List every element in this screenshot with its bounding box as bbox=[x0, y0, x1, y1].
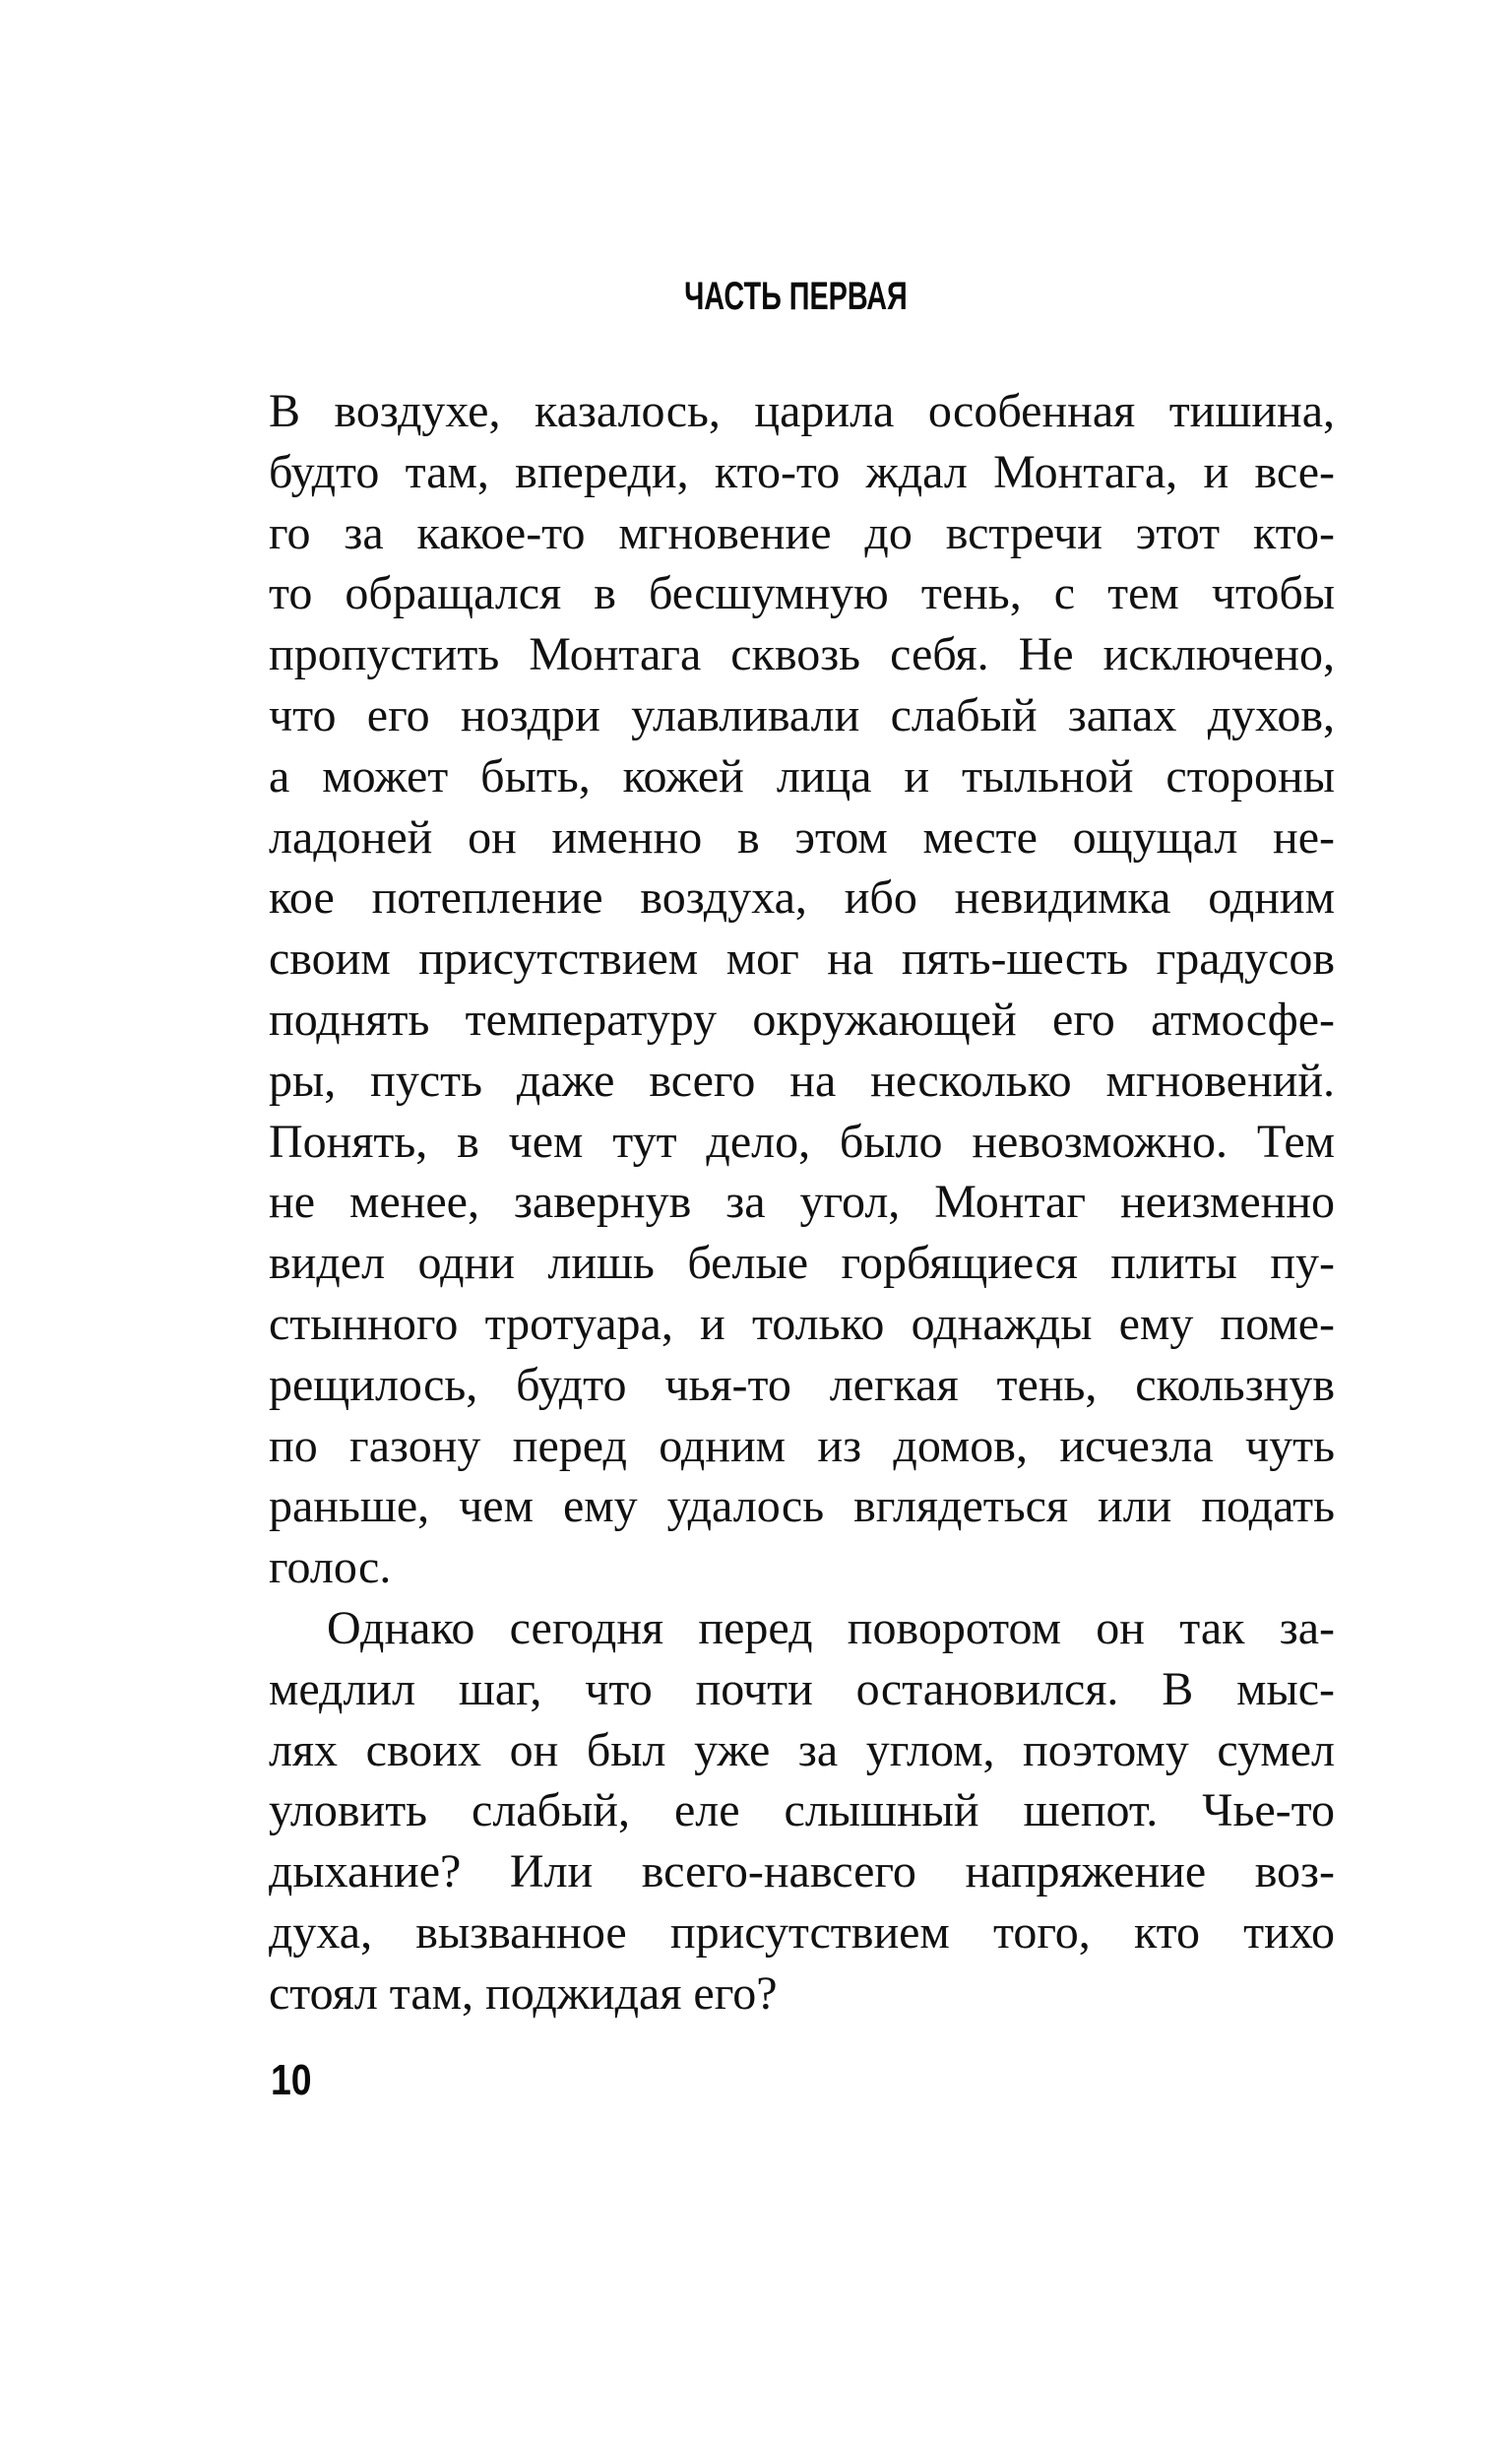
text-line: лях своих он был уже за углом, поэтому сумел bbox=[269, 1723, 1335, 1776]
text-line: Однако сегодня перед поворотом он так за- bbox=[327, 1601, 1335, 1654]
text-line: ры, пусть даже всего на несколько мгновений. bbox=[269, 1054, 1335, 1107]
text-line: В воздухе, казалось, царила особенная тишина, bbox=[269, 385, 1335, 437]
text-line: своим присутствием мог на пять-шесть градусов bbox=[269, 932, 1335, 986]
text-line: что его ноздри улавливали слабый запах духов, bbox=[269, 688, 1335, 741]
text-line: а может быть, кожей лица и тыльной стороны bbox=[269, 749, 1335, 803]
text-line: дыхание? Или всего-навсего напряжение воз- bbox=[269, 1845, 1335, 1898]
text-line: медлил шаг, что почти остановился. В мыс- bbox=[269, 1662, 1335, 1715]
text-line: стоял там, поджидая его? bbox=[269, 1966, 778, 2020]
text-line: рещилось, будто чья-то легкая тень, скользнув bbox=[269, 1358, 1335, 1411]
text-line: Понять, в чем тут дело, было невозможно. Тем bbox=[269, 1115, 1335, 1168]
text-line: будто там, впереди, кто-то ждал Монтага, и все- bbox=[269, 445, 1335, 498]
text-line: не менее, завернув за угол, Монтаг неизменно bbox=[269, 1176, 1335, 1229]
text-line: то обращался в бесшумную тень, с тем чтобы bbox=[269, 567, 1335, 620]
paragraph-1 bbox=[269, 381, 1335, 1598]
text-line: поднять температуру окружающей его атмосфе- bbox=[269, 993, 1335, 1046]
text-line: видел одни лишь белые горбящиеся плиты пу- bbox=[269, 1237, 1335, 1290]
chapter-title-text: ЧАСТЬ ПЕРВАЯ bbox=[683, 275, 908, 318]
chapter-title bbox=[0, 277, 1512, 316]
text-line: пропустить Монтага сквозь себя. Не исключено, bbox=[269, 628, 1335, 681]
text-line: стынного тротуара, и только однажды ему поме- bbox=[269, 1297, 1335, 1350]
page-number bbox=[271, 2056, 319, 2104]
text-line: по газону перед одним из домов, исчезла чуть bbox=[269, 1419, 1335, 1472]
body-text bbox=[269, 381, 1335, 2025]
text-line: ладоней он именно в этом месте ощущал не- bbox=[269, 810, 1335, 864]
text-line: кое потепление воздуха, ибо невидимка одним bbox=[269, 871, 1335, 925]
text-line: раньше, чем ему удалось вглядеться или подать bbox=[269, 1480, 1335, 1533]
text-line: духа, вызванное присутствием того, кто тихо bbox=[269, 1905, 1335, 1959]
text-line: уловить слабый, еле слышный шепот. Чье-то bbox=[269, 1784, 1335, 1837]
paragraph-2 bbox=[269, 1598, 1335, 2025]
text-line: го за какое-то мгновение до встречи этот кто- bbox=[269, 506, 1335, 559]
text-line: голос. bbox=[269, 1541, 392, 1594]
page-number-text: 10 bbox=[271, 2056, 312, 2104]
